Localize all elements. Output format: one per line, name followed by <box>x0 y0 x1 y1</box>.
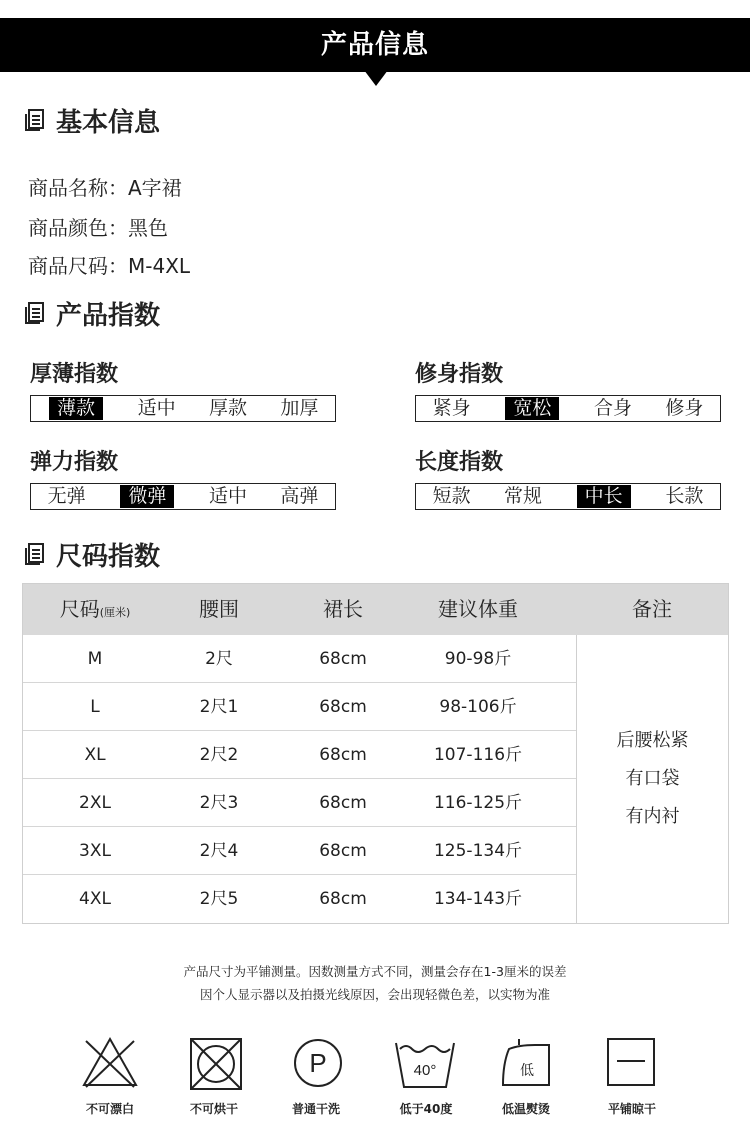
info-label: 商品颜色： <box>28 216 128 240</box>
cell-weight: 98-106斤 <box>439 697 517 717</box>
scale-option-selected: 微弹 <box>120 485 174 508</box>
cell-size: M <box>87 649 103 669</box>
section-title: 尺码指数 <box>56 541 161 572</box>
document-icon <box>24 301 46 325</box>
notes-cell <box>576 635 728 923</box>
scale-option: 适中 <box>137 397 176 419</box>
table-header-row <box>23 584 728 635</box>
table-row <box>23 827 576 875</box>
iron-temp-symbol: 低 <box>520 1063 534 1079</box>
header-size-unit: (厘米) <box>99 606 131 619</box>
length-scale <box>415 483 721 510</box>
care-label: 低于40度 <box>399 1102 453 1116</box>
note-item: 后腰松紧 <box>616 730 689 751</box>
header-size <box>23 584 167 635</box>
header-size-text: 尺码 <box>59 597 100 621</box>
cell-length: 68cm <box>319 745 367 765</box>
cell-length: 68cm <box>319 793 367 813</box>
section-size-chart <box>24 537 160 571</box>
info-row-size <box>28 250 190 279</box>
iron-low-icon <box>488 1035 572 1093</box>
cell-length: 68cm <box>319 841 367 861</box>
thickness-scale <box>30 395 336 422</box>
cell-waist: 2尺4 <box>199 841 239 861</box>
size-table <box>22 583 729 924</box>
section-title: 基本信息 <box>56 107 161 138</box>
care-label: 平铺晾干 <box>607 1102 656 1116</box>
cell-size: 3XL <box>79 841 111 861</box>
table-row <box>23 875 576 923</box>
section-product-indices <box>24 296 160 330</box>
info-row-name <box>28 172 182 201</box>
scale-option: 加厚 <box>280 397 319 419</box>
cell-size: XL <box>84 745 106 765</box>
cell-size: 2XL <box>79 793 111 813</box>
fit-index-label: 修身指数 <box>415 362 504 387</box>
dry-clean-icon <box>276 1035 360 1093</box>
cell-waist: 2尺5 <box>199 889 239 909</box>
length-index-label: 长度指数 <box>415 450 504 475</box>
scale-option: 常规 <box>503 485 542 507</box>
section-title: 产品指数 <box>56 300 161 331</box>
scale-option: 厚款 <box>208 397 247 419</box>
scale-option: 适中 <box>208 485 247 507</box>
cell-weight: 116-125斤 <box>433 793 523 813</box>
cell-size: L <box>90 697 100 717</box>
cell-waist: 2尺 <box>205 649 233 669</box>
table-row <box>23 635 576 683</box>
header-weight: 建议体重 <box>438 597 518 621</box>
fit-scale <box>415 395 721 422</box>
care-label: 普通干洗 <box>291 1102 340 1116</box>
care-label: 不可漂白 <box>85 1102 134 1116</box>
page-title: 产品信息 <box>320 30 429 60</box>
info-value: M-4XL <box>128 254 191 278</box>
cell-weight: 90-98斤 <box>444 649 512 669</box>
cell-size: 4XL <box>79 889 111 909</box>
info-value: 黑色 <box>128 216 168 240</box>
scale-option: 高弹 <box>280 485 319 507</box>
no-bleach-icon <box>68 1035 152 1089</box>
header-length: 裙长 <box>323 597 363 621</box>
header-notes: 备注 <box>632 597 672 621</box>
dry-flat-icon <box>589 1035 673 1093</box>
note-item: 有内衬 <box>625 806 680 827</box>
elasticity-scale <box>30 483 336 510</box>
info-row-color <box>28 212 168 241</box>
care-label: 不可烘干 <box>189 1102 238 1116</box>
cell-length: 68cm <box>319 697 367 717</box>
scale-option: 修身 <box>665 397 704 419</box>
cell-weight: 125-134斤 <box>433 841 523 861</box>
wash-40-icon <box>383 1035 467 1093</box>
wash-temp-symbol: 40° <box>413 1062 437 1079</box>
dry-clean-symbol: P <box>309 1048 327 1078</box>
info-label: 商品名称： <box>28 176 128 200</box>
cell-weight: 134-143斤 <box>433 889 523 909</box>
scale-option: 长款 <box>665 485 704 507</box>
info-label: 商品尺码： <box>28 254 128 278</box>
cell-length: 68cm <box>319 649 367 669</box>
thickness-index-label: 厚薄指数 <box>30 362 119 387</box>
header-waist: 腰围 <box>199 597 239 621</box>
disclaimer-line: 产品尺寸为平铺测量。因数测量方式不同，测量会存在1-3厘米的误差 <box>183 964 567 979</box>
cell-waist: 2尺2 <box>199 745 239 765</box>
scale-option: 无弹 <box>47 485 86 507</box>
no-tumble-dry-icon <box>174 1035 258 1093</box>
scale-option: 合身 <box>593 397 632 419</box>
care-label: 低温熨烫 <box>501 1102 550 1116</box>
cell-waist: 2尺1 <box>199 697 239 717</box>
table-row <box>23 683 576 731</box>
cell-weight: 107-116斤 <box>433 745 523 765</box>
scale-option-selected: 宽松 <box>505 397 559 420</box>
scale-option: 短款 <box>432 485 471 507</box>
note-item: 有口袋 <box>625 768 680 789</box>
elasticity-index-label: 弹力指数 <box>30 450 119 475</box>
cell-waist: 2尺3 <box>199 793 239 813</box>
section-basic-info <box>24 103 160 137</box>
scale-option-selected: 中长 <box>577 485 631 508</box>
info-value: A字裙 <box>128 176 182 200</box>
cell-length: 68cm <box>319 889 367 909</box>
table-row <box>23 731 576 779</box>
banner-arrow <box>364 70 388 86</box>
scale-option: 紧身 <box>432 397 471 419</box>
document-icon <box>24 108 46 132</box>
disclaimer-line: 因个人显示器以及拍摄光线原因，会出现轻微色差，以实物为准 <box>199 987 550 1002</box>
table-row <box>23 779 576 827</box>
document-icon <box>24 542 46 566</box>
scale-option-selected: 薄款 <box>49 397 103 420</box>
